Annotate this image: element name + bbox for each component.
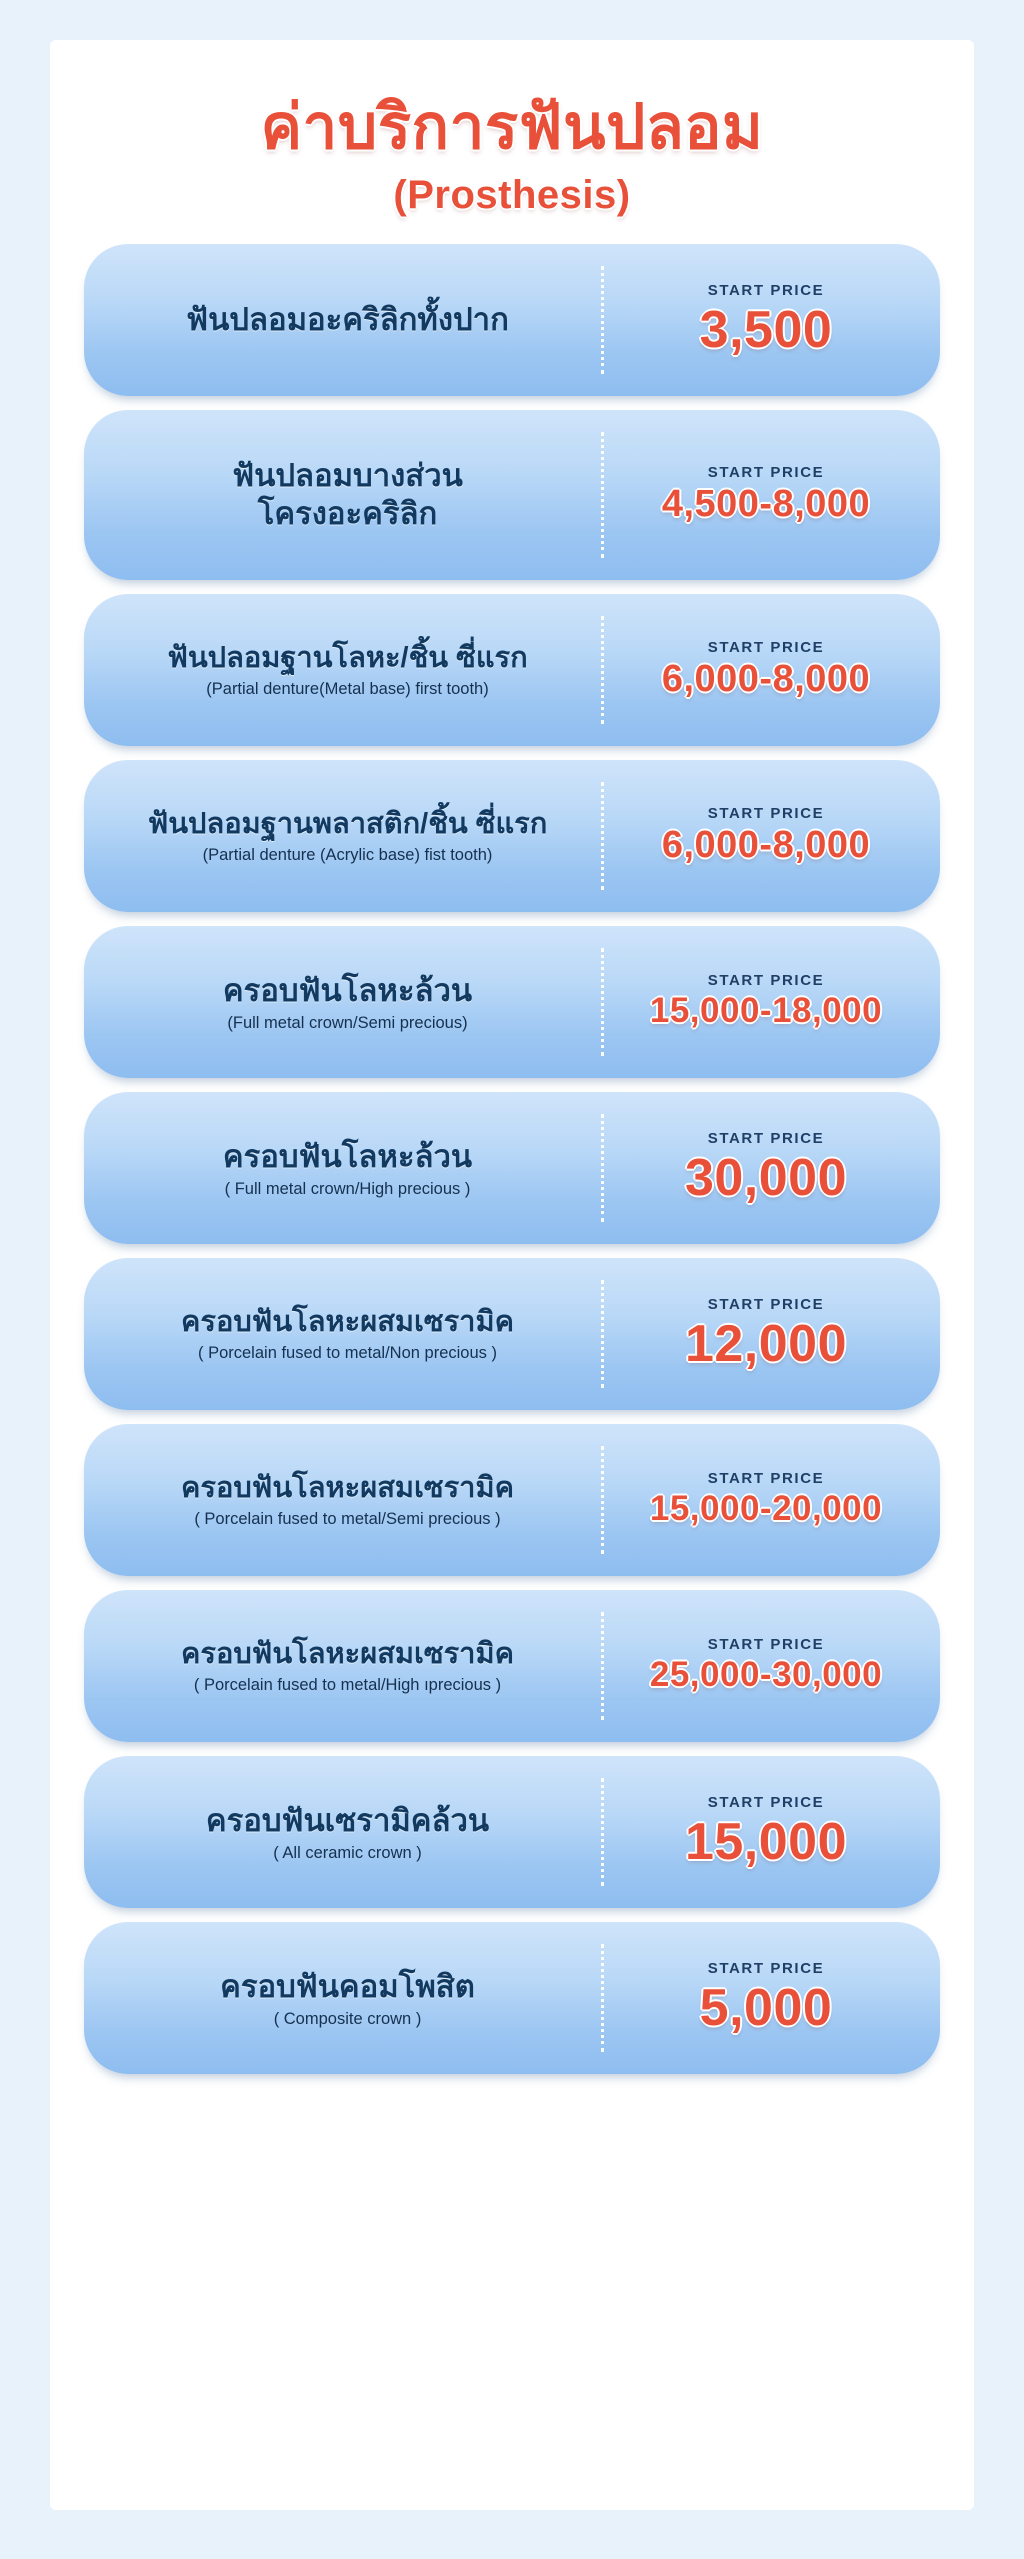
price-row: [84, 410, 940, 580]
price-row: [84, 1922, 940, 2074]
service-name-thai: ครอบฟันโลหะผสมเซรามิค: [181, 1638, 514, 1671]
service-name-english: (Partial denture(Metal base) first tooth): [206, 680, 489, 699]
service-name-english: (Partial denture (Acrylic base) fist tooth): [202, 846, 493, 865]
service-name-english: (Full metal crown/Semi precious): [227, 1013, 468, 1032]
row-divider: [601, 1944, 604, 2052]
row-divider: [601, 782, 604, 890]
price-value: 15,000-18,000: [649, 991, 883, 1031]
price-row: [84, 1590, 940, 1742]
price-block: [610, 454, 918, 537]
title-thai: ค่าบริการฟันปลอม: [260, 93, 764, 162]
start-price-label: START PRICE: [707, 1959, 825, 1977]
service-name-thai-line1: ฟันปลอมบางส่วน: [232, 458, 463, 494]
service-label: [106, 1459, 595, 1541]
service-label: [106, 1790, 595, 1875]
price-block: [610, 1950, 918, 2048]
service-name-thai: ครอบฟันโลหะล้วน: [222, 972, 473, 1008]
price-block: [610, 1460, 918, 1540]
start-price-label: START PRICE: [707, 463, 825, 481]
service-name-english: ( Porcelain fused to metal/High ıprecious ): [193, 1676, 502, 1695]
row-divider: [601, 616, 604, 724]
price-value: 12,000: [684, 1314, 848, 1373]
start-price-label: START PRICE: [707, 1793, 825, 1811]
service-name-english: ( All ceramic crown ): [273, 1843, 422, 1862]
row-divider: [601, 1778, 604, 1886]
service-name-english: ( Full metal crown/High precious ): [224, 1179, 471, 1198]
price-value: 5,000: [699, 1978, 833, 2037]
service-name-english: ( Porcelain fused to metal/Semi precious ): [194, 1510, 501, 1529]
price-value: 3,500: [699, 300, 833, 359]
service-name-thai: ครอบฟันโลหะล้วน: [222, 1138, 473, 1174]
row-divider: [601, 1446, 604, 1554]
price-value: 6,000-8,000: [661, 823, 871, 866]
start-price-label: START PRICE: [707, 804, 825, 822]
page-title: [84, 74, 940, 244]
row-divider: [601, 1280, 604, 1388]
start-price-label: START PRICE: [707, 638, 825, 656]
service-label: [106, 960, 595, 1045]
start-price-label: START PRICE: [707, 1295, 825, 1313]
service-name-thai: ครอบฟันโลหะผสมเซรามิค: [181, 1472, 514, 1505]
row-divider: [601, 266, 604, 374]
row-divider: [601, 1612, 604, 1720]
service-name-thai: ฟันปลอมฐานพลาสติก/ชิ้น ซี่แรก: [147, 808, 548, 841]
service-name-thai: ครอบฟันเซรามิคล้วน: [205, 1802, 490, 1838]
price-value: 30,000: [684, 1148, 848, 1207]
service-name-english: ( Composite crown ): [273, 2009, 422, 2028]
service-label: [106, 1293, 595, 1375]
service-name-thai: ฟันปลอมฐานโลหะ/ชิ้น ซี่แรก: [167, 642, 528, 675]
price-block: [610, 795, 918, 878]
service-label: [106, 629, 595, 711]
service-name-thai: ครอบฟันโลหะผสมเซรามิค: [181, 1306, 514, 1339]
row-divider: [601, 1114, 604, 1222]
price-block: [610, 272, 918, 370]
price-block: [610, 962, 918, 1042]
service-label: [106, 445, 595, 545]
price-value: 4,500-8,000: [661, 482, 871, 525]
price-value: 25,000-30,000: [649, 1655, 883, 1695]
service-label: [106, 289, 595, 351]
service-label: [106, 795, 595, 877]
price-block: [610, 629, 918, 712]
start-price-label: START PRICE: [707, 281, 825, 299]
title-english: (Prosthesis): [393, 173, 631, 218]
price-row: [84, 1424, 940, 1576]
price-block: [610, 1286, 918, 1384]
price-block: [610, 1784, 918, 1882]
service-name-thai: ครอบฟันคอมโพสิต: [220, 1968, 475, 2004]
price-value: 6,000-8,000: [661, 657, 871, 700]
start-price-label: START PRICE: [707, 972, 825, 990]
row-divider: [601, 948, 604, 1056]
service-name-thai: ฟันปลอมอะคริลิกทั้งปาก: [186, 302, 509, 338]
service-label: [106, 1126, 595, 1211]
start-price-label: START PRICE: [707, 1470, 825, 1488]
price-row: [84, 1092, 940, 1244]
service-label: [106, 1956, 595, 2041]
start-price-label: START PRICE: [707, 1129, 825, 1147]
service-label: [106, 1625, 595, 1707]
service-name-english: ( Porcelain fused to metal/Non precious ): [198, 1344, 497, 1363]
price-row: [84, 594, 940, 746]
price-card: [50, 40, 974, 2510]
price-row-list: [84, 244, 940, 2074]
price-block: [610, 1120, 918, 1218]
price-row: [84, 926, 940, 1078]
price-row: [84, 244, 940, 396]
price-value: 15,000-20,000: [649, 1489, 883, 1529]
price-block: [610, 1626, 918, 1706]
row-divider: [601, 432, 604, 558]
price-value: 15,000: [684, 1812, 848, 1871]
price-row: [84, 1756, 940, 1908]
start-price-label: START PRICE: [707, 1636, 825, 1654]
service-name-thai-line2: โครงอะคริลิก: [257, 496, 438, 532]
price-row: [84, 760, 940, 912]
price-row: [84, 1258, 940, 1410]
